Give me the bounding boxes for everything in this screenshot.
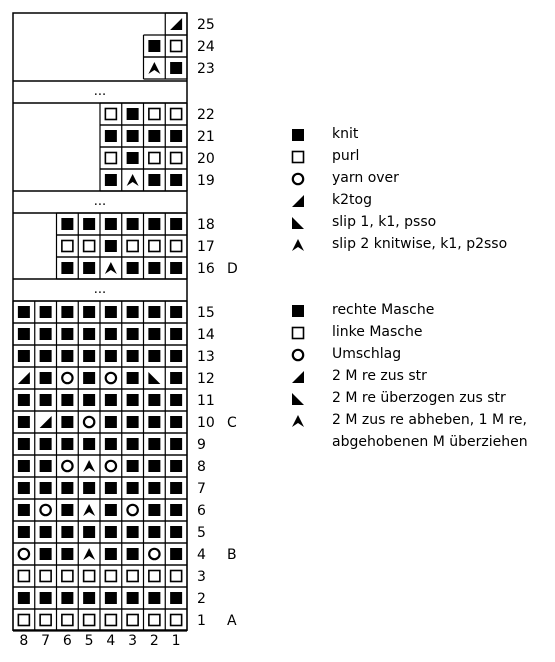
ellipsis-label: ...	[93, 84, 107, 99]
chart-row	[13, 609, 237, 631]
purl-symbol	[293, 328, 304, 339]
column-number: 7	[41, 633, 51, 649]
purl-symbol	[149, 153, 160, 164]
knit-symbol	[83, 482, 95, 494]
knit-symbol	[105, 548, 117, 560]
knit-icon	[290, 303, 306, 319]
purl-symbol	[62, 241, 73, 252]
knit-symbol	[127, 152, 139, 164]
purl-icon	[290, 149, 306, 165]
knit-symbol	[170, 460, 182, 472]
knit-symbol	[83, 218, 95, 230]
knit-symbol	[61, 262, 73, 274]
legend-item	[290, 124, 359, 146]
s2kp-icon	[290, 237, 306, 253]
knit-symbol	[18, 526, 30, 538]
yarn-over-symbol	[293, 174, 303, 184]
legend-item	[290, 366, 427, 388]
knit-symbol	[170, 548, 182, 560]
knit-icon	[290, 127, 306, 143]
knit-symbol	[127, 306, 139, 318]
chart-section	[57, 213, 238, 279]
chart-row	[144, 57, 215, 79]
knit-symbol	[127, 394, 139, 406]
chart-row	[13, 389, 215, 411]
row-number: 1	[197, 613, 206, 629]
knit-symbol	[148, 130, 160, 142]
skp-symbol	[292, 217, 304, 229]
legend-item	[290, 344, 402, 366]
purl-symbol	[293, 152, 304, 163]
purl-symbol	[84, 571, 95, 582]
knit-symbol	[61, 394, 73, 406]
yarn-over-icon	[290, 171, 306, 187]
knit-symbol	[83, 526, 95, 538]
knit-symbol	[148, 416, 160, 428]
knit-symbol	[292, 305, 304, 317]
legend-label: 2 M zus re abheben, 1 M re,	[332, 412, 527, 428]
row-number: 10	[197, 415, 215, 431]
knit-symbol	[83, 438, 95, 450]
yarn-over-icon	[290, 347, 306, 363]
knit-symbol	[127, 460, 139, 472]
chart-section	[100, 103, 215, 191]
purl-symbol	[84, 241, 95, 252]
s2kp-symbol	[127, 174, 139, 186]
chart-row	[13, 367, 215, 389]
legend-item	[290, 146, 360, 168]
knit-symbol	[18, 592, 30, 604]
knit-symbol	[148, 262, 160, 274]
knit-symbol	[127, 482, 139, 494]
purl-symbol	[105, 615, 116, 626]
yarn-over-symbol	[62, 373, 72, 383]
knit-symbol	[83, 328, 95, 340]
knit-symbol	[127, 328, 139, 340]
legend-item	[290, 410, 528, 450]
knit-symbol	[83, 350, 95, 362]
yarn-over-symbol	[19, 549, 29, 559]
legend-item	[290, 190, 372, 212]
purl-icon	[290, 325, 306, 341]
row-number: 5	[197, 525, 206, 541]
row-number: 13	[197, 349, 215, 365]
purl-symbol	[171, 615, 182, 626]
k2tog-symbol	[18, 372, 30, 384]
section-marker: D	[227, 261, 238, 277]
purl-symbol	[171, 241, 182, 252]
chart-section	[13, 301, 237, 631]
knit-symbol	[105, 218, 117, 230]
row-number: 8	[197, 459, 206, 475]
knit-symbol	[127, 592, 139, 604]
knit-symbol	[105, 592, 117, 604]
chart-row	[100, 169, 215, 191]
knit-symbol	[61, 306, 73, 318]
chart-row	[13, 499, 206, 521]
knit-symbol	[170, 416, 182, 428]
knit-symbol	[83, 394, 95, 406]
skp-icon	[290, 215, 306, 231]
knit-symbol	[170, 372, 182, 384]
chart-row	[13, 433, 206, 455]
legend-label: purl	[332, 148, 360, 164]
legend-label-continued: abgehobenen M überziehen	[332, 434, 528, 450]
knit-symbol	[292, 129, 304, 141]
s2kp-symbol	[83, 504, 95, 516]
knit-symbol	[105, 328, 117, 340]
row-number: 2	[197, 591, 206, 607]
legend-label: linke Masche	[332, 324, 423, 340]
legend-label: slip 2 knitwise, k1, p2sso	[332, 236, 508, 252]
row-number: 11	[197, 393, 215, 409]
knit-symbol	[40, 372, 52, 384]
row-number: 15	[197, 305, 215, 321]
knit-symbol	[61, 526, 73, 538]
section-marker: A	[227, 613, 237, 629]
s2kp-symbol	[292, 415, 304, 427]
k2tog-symbol	[292, 195, 304, 207]
knit-symbol	[148, 328, 160, 340]
knit-symbol	[127, 130, 139, 142]
legend-label: Umschlag	[332, 346, 402, 362]
knit-symbol	[148, 504, 160, 516]
purl-symbol	[171, 571, 182, 582]
chart-row	[13, 301, 215, 323]
chart-row	[13, 323, 215, 345]
knit-symbol	[18, 328, 30, 340]
knit-symbol	[148, 306, 160, 318]
knit-symbol	[170, 174, 182, 186]
row-number: 14	[197, 327, 215, 343]
purl-symbol	[149, 109, 160, 120]
yarn-over-symbol	[293, 350, 303, 360]
ellipsis-label: ...	[93, 282, 107, 297]
column-number: 8	[19, 633, 29, 649]
ellipsis-label: ...	[93, 194, 107, 209]
chart-row	[100, 103, 215, 125]
legend-label: yarn over	[332, 170, 399, 186]
legend-item	[290, 234, 508, 256]
legend-label: slip 1, k1, psso	[332, 214, 437, 230]
knit-symbol	[83, 262, 95, 274]
knit-symbol	[61, 218, 73, 230]
legend-label: 2 M re überzogen zus str	[332, 390, 506, 406]
knit-symbol	[61, 438, 73, 450]
knit-symbol	[148, 438, 160, 450]
yarn-over-symbol	[149, 549, 159, 559]
knit-symbol	[40, 306, 52, 318]
purl-symbol	[171, 41, 182, 52]
row-number: 19	[197, 173, 215, 189]
column-number: 3	[128, 633, 138, 649]
knit-symbol	[148, 394, 160, 406]
knit-symbol	[40, 460, 52, 472]
knit-symbol	[127, 218, 139, 230]
column-number: 6	[62, 633, 72, 649]
knit-symbol	[40, 438, 52, 450]
knit-symbol	[18, 394, 30, 406]
knit-symbol	[148, 460, 160, 472]
knit-symbol	[105, 394, 117, 406]
row-number: 9	[197, 437, 206, 453]
purl-symbol	[105, 153, 116, 164]
knit-symbol	[40, 394, 52, 406]
legend-label: 2 M re zus str	[332, 368, 427, 384]
knit-symbol	[148, 526, 160, 538]
row-number: 6	[197, 503, 206, 519]
purl-symbol	[40, 571, 51, 582]
row-number: 16	[197, 261, 215, 277]
chart-row	[57, 235, 215, 257]
chart-row	[57, 213, 215, 235]
knit-symbol	[127, 548, 139, 560]
purl-symbol	[40, 615, 51, 626]
purl-symbol	[171, 109, 182, 120]
chart-row	[100, 125, 215, 147]
knit-symbol	[170, 504, 182, 516]
legend-item	[290, 388, 506, 410]
knit-symbol	[170, 394, 182, 406]
skp-icon	[290, 391, 306, 407]
k2tog-icon	[290, 193, 306, 209]
knit-symbol	[105, 306, 117, 318]
knit-symbol	[18, 306, 30, 318]
knit-symbol	[127, 108, 139, 120]
column-number: 5	[84, 633, 94, 649]
section-marker: C	[227, 415, 237, 431]
knit-symbol	[105, 504, 117, 516]
purl-symbol	[62, 571, 73, 582]
s2kp-symbol	[105, 262, 117, 274]
knit-symbol	[18, 416, 30, 428]
k2tog-icon	[290, 369, 306, 385]
yarn-over-symbol	[62, 461, 72, 471]
knit-symbol	[148, 174, 160, 186]
knit-symbol	[18, 438, 30, 450]
knit-symbol	[170, 262, 182, 274]
knit-symbol	[61, 350, 73, 362]
chart-row	[13, 521, 206, 543]
knit-symbol	[170, 482, 182, 494]
knit-symbol	[127, 350, 139, 362]
row-number: 7	[197, 481, 206, 497]
purl-symbol	[18, 615, 29, 626]
chart-row	[13, 455, 206, 477]
knit-symbol	[105, 240, 117, 252]
purl-symbol	[149, 571, 160, 582]
purl-symbol	[127, 571, 138, 582]
chart-row	[13, 477, 206, 499]
chart-row	[13, 587, 206, 609]
k2tog-symbol	[292, 371, 304, 383]
s2kp-symbol	[83, 548, 95, 560]
purl-symbol	[105, 109, 116, 120]
purl-symbol	[149, 241, 160, 252]
knit-symbol	[148, 218, 160, 230]
chart-section	[144, 13, 215, 79]
knit-symbol	[40, 548, 52, 560]
knit-symbol	[170, 62, 182, 74]
knit-symbol	[18, 482, 30, 494]
knit-symbol	[40, 482, 52, 494]
purl-symbol	[62, 615, 73, 626]
knit-symbol	[170, 218, 182, 230]
knit-symbol	[40, 328, 52, 340]
row-number: 22	[197, 107, 215, 123]
row-number: 3	[197, 569, 206, 585]
legend-label: k2tog	[332, 192, 372, 208]
knit-symbol	[127, 438, 139, 450]
legend-label: rechte Masche	[332, 302, 435, 318]
knit-symbol	[83, 592, 95, 604]
knit-symbol	[61, 328, 73, 340]
legend-label: knit	[332, 126, 359, 142]
purl-symbol	[171, 153, 182, 164]
chart-row	[57, 257, 238, 279]
legend-item	[290, 212, 437, 234]
knit-symbol	[105, 416, 117, 428]
knit-symbol	[61, 548, 73, 560]
k2tog-symbol	[170, 18, 182, 30]
knit-symbol	[18, 350, 30, 362]
chart-row	[13, 565, 206, 587]
knit-symbol	[105, 438, 117, 450]
k2tog-symbol	[40, 416, 52, 428]
knit-symbol	[170, 350, 182, 362]
chart-row	[100, 147, 215, 169]
knit-symbol	[148, 350, 160, 362]
column-number: 2	[149, 633, 159, 649]
knit-symbol	[170, 526, 182, 538]
row-number: 12	[197, 371, 215, 387]
s2kp-symbol	[83, 460, 95, 472]
section-marker: B	[227, 547, 237, 563]
chart-row	[165, 13, 215, 35]
knit-symbol	[61, 504, 73, 516]
knit-symbol	[148, 482, 160, 494]
legend-item	[290, 322, 423, 344]
knit-symbol	[105, 350, 117, 362]
yarn-over-symbol	[106, 373, 116, 383]
column-number: 4	[106, 633, 116, 649]
knit-symbol	[40, 592, 52, 604]
skp-symbol	[148, 372, 160, 384]
knit-symbol	[83, 306, 95, 318]
purl-symbol	[105, 571, 116, 582]
column-number: 1	[171, 633, 181, 649]
knit-symbol	[170, 130, 182, 142]
knit-symbol	[170, 328, 182, 340]
legend-item	[290, 168, 399, 190]
skp-symbol	[292, 393, 304, 405]
row-number: 21	[197, 129, 215, 145]
knit-symbol	[105, 526, 117, 538]
yarn-over-symbol	[106, 461, 116, 471]
knit-symbol	[127, 372, 139, 384]
purl-symbol	[149, 615, 160, 626]
knit-symbol	[105, 482, 117, 494]
chart-row	[13, 543, 237, 565]
chart-row	[144, 35, 215, 57]
purl-symbol	[18, 571, 29, 582]
row-number: 23	[197, 61, 215, 77]
knit-symbol	[127, 262, 139, 274]
row-number: 25	[197, 17, 215, 33]
knit-symbol	[83, 372, 95, 384]
s2kp-symbol	[292, 239, 304, 251]
row-number: 20	[197, 151, 215, 167]
knit-symbol	[18, 460, 30, 472]
row-number: 17	[197, 239, 215, 255]
knit-symbol	[40, 350, 52, 362]
knit-symbol	[18, 504, 30, 516]
knit-symbol	[170, 306, 182, 318]
knit-symbol	[148, 40, 160, 52]
s2kp-symbol	[148, 62, 160, 74]
chart-row	[13, 411, 237, 433]
knit-symbol	[61, 482, 73, 494]
knit-symbol	[105, 174, 117, 186]
yarn-over-symbol	[84, 417, 94, 427]
purl-symbol	[127, 241, 138, 252]
knit-symbol	[40, 526, 52, 538]
row-number: 18	[197, 217, 215, 233]
knit-symbol	[170, 592, 182, 604]
knit-symbol	[105, 130, 117, 142]
knit-symbol	[61, 416, 73, 428]
yarn-over-symbol	[40, 505, 50, 515]
purl-symbol	[84, 615, 95, 626]
legend-item	[290, 300, 435, 322]
row-number: 4	[197, 547, 206, 563]
knit-symbol	[127, 416, 139, 428]
knit-symbol	[170, 438, 182, 450]
s2kp-icon	[290, 413, 306, 429]
knit-symbol	[61, 592, 73, 604]
purl-symbol	[127, 615, 138, 626]
chart-row	[13, 345, 215, 367]
row-number: 24	[197, 39, 215, 55]
knit-symbol	[127, 526, 139, 538]
yarn-over-symbol	[127, 505, 137, 515]
knit-symbol	[148, 592, 160, 604]
